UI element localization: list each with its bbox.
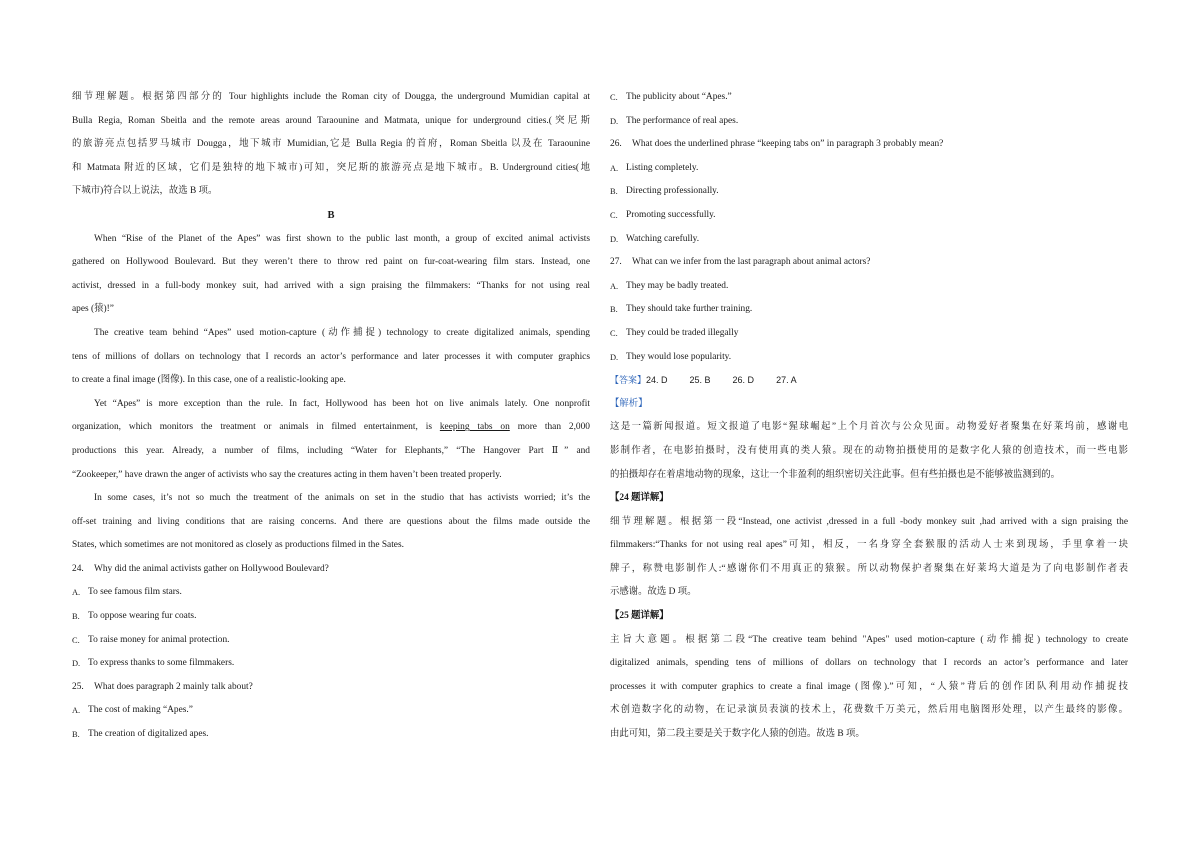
passage-line: When “Rise of the Planet of the Apes” was first shown to the public last month, a group of excited animal activists xyxy=(94,233,590,244)
passage-line: apes (猿)!” xyxy=(72,304,114,315)
option-letter: B. xyxy=(610,187,618,197)
answer-item: 24. D xyxy=(646,375,668,386)
answer-item: 25. B xyxy=(689,375,711,386)
question-number: 24. xyxy=(72,563,84,574)
passage-text: more than 2,000 xyxy=(509,422,590,433)
option-letter: C. xyxy=(610,210,618,220)
intro-line: 和 Matmata 附近的区域，它们是独特的地下城市)可知，突尼斯的旅游亮点是地下城市。B. Underground cities(地 xyxy=(72,162,590,173)
passage-line: The creative team behind “Apes” used motion-capture (动作捕捉) technology to create digitalized animals, spending xyxy=(94,327,590,338)
left-column xyxy=(72,86,590,747)
option xyxy=(610,86,1128,110)
option-letter: C. xyxy=(610,328,618,338)
option-text: Listing completely. xyxy=(626,162,699,173)
option-letter: C. xyxy=(610,93,618,102)
passage-line: off-set training and living conditions that are raising concerns. And there are questions about the films made outside the xyxy=(72,516,590,527)
detail-line: digitalized animals, spending tens of millions of dollars on technology that I records an actor’s performance and later xyxy=(610,658,1128,669)
passage-line: In some cases, it’s not so much the treatment of the animals on set in the studio that has activists worried; it’s the xyxy=(94,493,590,504)
option xyxy=(610,110,1128,134)
option-text: To oppose wearing fur coats. xyxy=(88,611,197,622)
detail-line: processes it with computer graphics to create a final image (图像).”可知，“人猿”背后的创作团队利用动作捕捉技 xyxy=(610,681,1128,692)
detail-line: 牌子，称赞电影制作人:“感谢你们不用真正的猿猴。所以动物保护者聚集在好莱坞大道是为了向电影制作者表 xyxy=(610,563,1128,574)
option xyxy=(610,346,1128,370)
option-letter: D. xyxy=(610,352,619,362)
option xyxy=(610,298,1128,322)
passage-line: “Zookeeper,” have drawn the anger of activists who say the creatures acting in them haven’t been treated properly. xyxy=(72,469,502,480)
passage-line: Yet “Apes” is more exception than the rule. In fact, Hollywood has been hot on live animals lately. One nonprofit xyxy=(94,398,590,409)
option-text: Promoting successfully. xyxy=(626,209,716,220)
analysis-line: 这是一篇新闻报道。短文报道了电影“猩球崛起”上个月首次与公众见面。动物爱好者聚集在好莱坞前，感谢电 xyxy=(610,422,1128,433)
option-text: They could be traded illegally xyxy=(626,327,739,338)
option-text: Directing professionally. xyxy=(626,186,719,197)
option-letter: C. xyxy=(72,635,80,645)
detail-line: 细节理解题。根据第一段“Instead, one activist ,dressed in a full -body monkey suit ,had arrived with a sign praising the xyxy=(610,516,1128,527)
question-text: What can we infer from the last paragraph about animal actors? xyxy=(632,257,871,268)
option xyxy=(610,228,1128,252)
option-letter: D. xyxy=(610,116,619,126)
passage-line: activist, dressed in a full-body monkey suit, had arrived with a sign praising the filmmakers: “Thanks for not using real xyxy=(72,280,590,291)
answer-item: 26. D xyxy=(732,375,755,386)
option-text: The cost of making “Apes.” xyxy=(88,705,193,716)
right-column xyxy=(610,86,1128,747)
option xyxy=(610,322,1128,346)
option xyxy=(72,723,590,747)
question-26 xyxy=(610,133,1128,157)
option-text: The creation of digitalized apes. xyxy=(88,729,209,740)
detail-24-label: 【24 题详解】 xyxy=(610,493,669,504)
option-letter: A. xyxy=(72,706,81,716)
option-text: To see famous film stars. xyxy=(88,587,182,598)
option xyxy=(610,275,1128,299)
detail-line: filmmakers:“Thanks for not using real apes”可知，相反，一名身穿全套猴服的活动人士来到现场，手里拿着一块 xyxy=(610,540,1128,551)
option xyxy=(72,699,590,723)
section-title: B xyxy=(327,209,335,221)
option xyxy=(72,581,590,605)
option xyxy=(72,629,590,653)
answer-key xyxy=(610,369,1128,393)
option xyxy=(610,180,1128,204)
passage-text: organization, which monitors the treatment or animals in filmed entertainment, is xyxy=(72,422,440,433)
option-letter: B. xyxy=(610,305,618,315)
underlined-phrase: keeping tabs on xyxy=(439,422,510,433)
intro-line: 的旅游亮点包括罗马城市 Dougga，地下城市 Mumidian,它是 Bulla Regia 的首府，Roman Sbeitla 以及在 Taraounine xyxy=(72,139,590,150)
detail-line: 主旨大意题。根据第二段“The creative team behind "Apes" used motion-capture (动作捕捉) technology to create xyxy=(610,634,1128,645)
question-27 xyxy=(610,251,1128,275)
option xyxy=(610,157,1128,181)
analysis-line: 影制作者，在电影拍摄时，没有使用真的类人猿。现在的动物拍摄使用的是数字化人猿的创造技术，而一些电影 xyxy=(610,445,1128,456)
option-text: They would lose popularity. xyxy=(626,351,732,362)
option-text: They may be badly treated. xyxy=(626,280,729,291)
answer-label: 【答案】 xyxy=(610,375,647,386)
question-text: What does paragraph 2 mainly talk about? xyxy=(94,681,253,692)
option-text: To raise money for animal protection. xyxy=(88,634,230,645)
analysis-line: 的拍摄却存在着虐地动物的现象，这让一个非盈利的组织密切关注此事。但有些拍摄也是不能够被监测到的。 xyxy=(610,469,1061,480)
question-number: 27. xyxy=(610,257,622,268)
option-letter: D. xyxy=(610,234,619,244)
option xyxy=(72,605,590,629)
passage-line: productions this year. Already, a number of films, including “Water for Elephants,” “The Hangover Part Ⅱ” and xyxy=(72,445,590,456)
passage-line: to create a final image (图像). In this case, one of a realistic-looking ape. xyxy=(72,375,346,386)
option-letter: A. xyxy=(610,281,619,291)
option-text: They should take further training. xyxy=(626,304,753,315)
option-letter: A. xyxy=(72,588,81,598)
question-25 xyxy=(72,676,590,700)
detail-line: 术创造数字化的动物，在记录演员表演的技术上，花费数千万美元，然后用电脑图形处理，以产生最终的影像。 xyxy=(610,705,1128,716)
question-number: 26. xyxy=(610,139,622,150)
intro-line: 细节理解题。根据第四部分的 Tour highlights include the Roman city of Dougga, the underground Mumidian capital at xyxy=(72,92,590,102)
passage-line: gathered on Hollywood Boulevard. But they weren’t there to throw red paint on fur-coat-wearing film stars. Instead, one xyxy=(72,257,590,268)
passage-line: States, which sometimes are not monitored as closely as productions filmed in the Sates. xyxy=(72,540,404,551)
intro-line: 下城市)符合以上说法，故选 B 项。 xyxy=(72,186,218,197)
option-text: To express thanks to some filmmakers. xyxy=(88,658,235,669)
option-letter: A. xyxy=(610,163,619,173)
option-text: The publicity about “Apes.” xyxy=(626,92,732,102)
passage-line: tens of millions of dollars on technology that I records an actor’s performance and later processes it with computer graphics xyxy=(72,351,590,362)
option xyxy=(72,652,590,676)
question-24 xyxy=(72,558,590,582)
question-text: Why did the animal activists gather on Hollywood Boulevard? xyxy=(94,563,329,574)
answer-item: 27. A xyxy=(776,375,797,386)
option-text: The performance of real apes. xyxy=(626,115,739,126)
option xyxy=(610,204,1128,228)
detail-25-label: 【25 题详解】 xyxy=(610,611,669,622)
question-text: What does the underlined phrase “keeping tabs on” in paragraph 3 probably mean? xyxy=(632,139,944,150)
question-number: 25. xyxy=(72,681,84,692)
option-letter: D. xyxy=(72,659,81,669)
detail-line: 示感谢。故选 D 项。 xyxy=(610,587,697,598)
option-letter: B. xyxy=(72,730,80,740)
option-text: Watching carefully. xyxy=(626,233,700,244)
analysis-label: 【解析】 xyxy=(610,398,648,409)
passage-line xyxy=(72,416,590,440)
option-letter: B. xyxy=(72,612,80,622)
detail-line: 由此可知，第二段主要是关于数字化人猿的创造。故选 B 项。 xyxy=(610,729,865,740)
intro-line: Bulla Regia, Roman Sbeitla and the remote areas around Taraounine and Matmata, unique for underground cities.(突尼斯 xyxy=(72,115,590,126)
